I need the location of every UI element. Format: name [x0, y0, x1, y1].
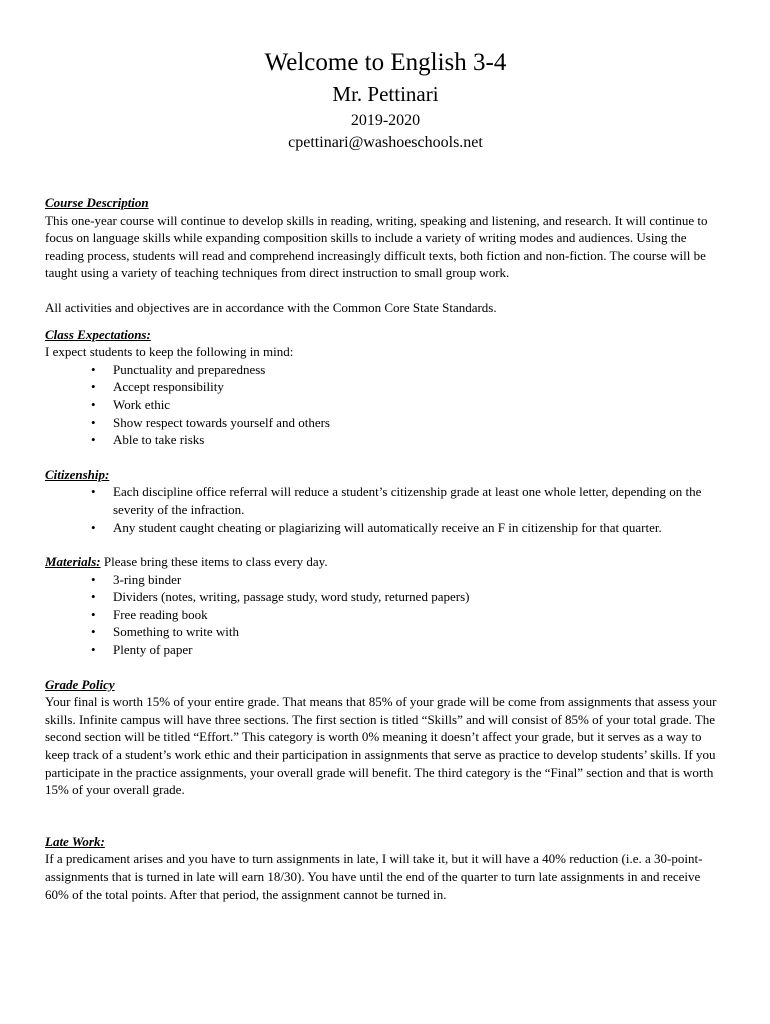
bullet-icon: •	[91, 642, 96, 658]
citizenship-list	[45, 483, 726, 536]
list-item-text: Able to take risks	[113, 432, 205, 448]
list-item-text: 3-ring binder	[113, 571, 182, 587]
list-item	[91, 361, 726, 379]
grade-policy-section	[45, 676, 726, 799]
class-expectations-intro: I expect students to keep the following in mind:	[45, 344, 294, 360]
list-item-text: Work ethic	[113, 396, 171, 412]
class-expectations-section	[45, 326, 726, 449]
bullet-icon: •	[91, 379, 96, 395]
citizenship-section	[45, 466, 726, 536]
list-item	[91, 519, 726, 537]
teacher-email: cpettinari@washoeschools.net	[288, 134, 483, 151]
bullet-icon: •	[91, 624, 96, 640]
document-body	[45, 194, 726, 903]
bullet-icon: •	[91, 396, 96, 412]
late-work-section	[45, 833, 726, 903]
document-title: Welcome to English 3-4	[264, 49, 507, 76]
list-item	[91, 483, 726, 518]
list-item	[91, 623, 726, 641]
list-item-text: Any student caught cheating or plagiarizing will automatically receive an F in citizenship for that quarter.	[113, 519, 662, 535]
list-item-text: Plenty of paper	[113, 642, 193, 658]
list-item	[91, 431, 726, 449]
bullet-icon: •	[91, 519, 96, 535]
list-item-text: Something to write with	[113, 624, 240, 640]
bullet-icon: •	[91, 432, 96, 448]
class-expectations-list	[45, 361, 726, 449]
citizenship-heading: Citizenship:	[45, 466, 110, 482]
list-item	[91, 606, 726, 624]
materials-list	[45, 571, 726, 659]
list-item-text: Free reading book	[113, 606, 208, 622]
document-header	[45, 48, 726, 154]
teacher-name: Mr. Pettinari	[332, 82, 439, 106]
course-description-heading: Course Description	[45, 195, 149, 210]
list-item	[91, 414, 726, 432]
standards-text: All activities and objectives are in accordance with the Common Core State Standards.	[45, 299, 497, 315]
list-item-text: Punctuality and preparedness	[113, 361, 266, 377]
list-item	[91, 396, 726, 414]
bullet-icon: •	[91, 571, 96, 587]
list-item	[91, 571, 726, 589]
course-description-section	[45, 194, 726, 317]
grade-policy-heading: Grade Policy	[45, 676, 115, 692]
list-item	[91, 641, 726, 659]
list-item	[91, 588, 726, 606]
materials-heading: Materials:	[45, 554, 101, 570]
bullet-icon: •	[91, 414, 96, 430]
list-item-text: Dividers (notes, writing, passage study, word study, returned papers)	[113, 589, 470, 605]
bullet-icon: •	[91, 361, 96, 377]
course-description-text: This one-year course will continue to develop skills in reading, writing, speaking and listening, and research. It will continue to focus on language skills while expanding composition skills to include a variety of writing modes and audiences. Using the reading process, students will read and comprehend increasingly difficult texts, both fiction and non-fiction. The course will be taught using a variety of teaching techniques from direct instruction to small group work.	[45, 212, 708, 281]
grade-policy-text: Your final is worth 15% of your entire grade. That means that 85% of your grade will be come from assignments that assess your skills. Infinite campus will have three sections. The first section is titled “Skills” and will consist of 85% of your total grade. The second section will be titled “Effort.” This category is worth 0% meaning it doesn’t affect your grade, but it serves as a way to keep track of a student’s work ethic and their participation in assignments that serve as practice to develop students’ skills. If you participate in the practice assignments, your overall grade will benefit. The third category is the “Final” section and that is worth 15% of your overall grade.	[45, 694, 717, 798]
late-work-text: If a predicament arises and you have to turn assignments in late, I will take it, but it will have a 40% reduction (i.e. a 30-point-assignments that is turned in late will earn 18/30). You have until the end of the quarter to turn late assignments in and receive 60% of the total points. After that period, the assignment cannot be turned in.	[45, 851, 703, 902]
materials-section	[45, 553, 726, 659]
late-work-heading: Late Work:	[45, 833, 105, 849]
class-expectations-heading: Class Expectations:	[45, 326, 151, 342]
bullet-icon: •	[91, 484, 96, 500]
list-item-text: Each discipline office referral will reduce a student’s citizenship grade at least one whole letter, depending on the severity of the infraction.	[113, 484, 702, 517]
bullet-icon: •	[91, 606, 96, 622]
bullet-icon: •	[91, 589, 96, 605]
list-item	[91, 378, 726, 396]
school-year: 2019-2020	[350, 112, 421, 129]
list-item-text: Accept responsibility	[113, 379, 224, 395]
materials-intro: Please bring these items to class every day.	[100, 554, 328, 570]
list-item-text: Show respect towards yourself and others	[113, 414, 330, 430]
